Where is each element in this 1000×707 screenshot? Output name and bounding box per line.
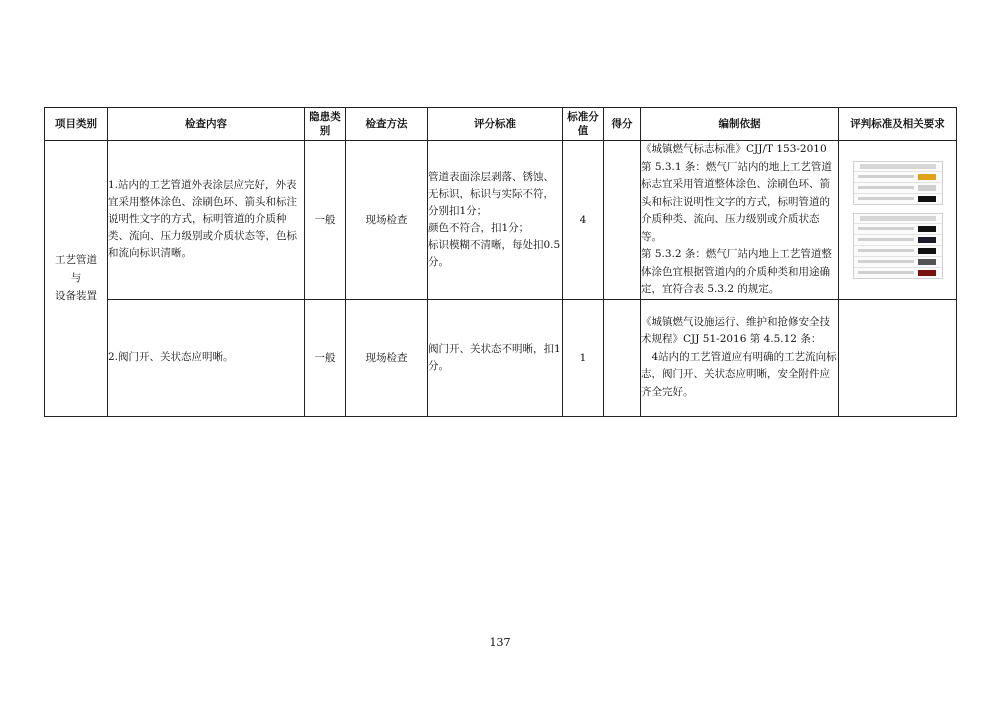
category-line: 工艺管道 bbox=[55, 254, 97, 267]
method-cell: 现场检查 bbox=[346, 141, 428, 300]
basis-cell bbox=[641, 299, 839, 416]
color-table-thumbnail bbox=[853, 213, 943, 279]
header-content: 检查内容 bbox=[108, 108, 305, 141]
criteria-cell: 管道表面涂层剥落、锈蚀、无标识，标识与实际不符，分别扣1分； 颜色不符合，扣1分； 标识模糊不清晰，每处扣0.5分。 bbox=[428, 141, 563, 300]
header-method: 检查方法 bbox=[346, 108, 428, 141]
basis-line: 4站内的工艺管道应有明确的工艺流向标志，阀门开、关状态应明晰，安全附件应齐全完好。 bbox=[641, 350, 837, 398]
thumbnail-caption bbox=[860, 216, 936, 221]
reference-thumbnails bbox=[839, 161, 956, 279]
inspection-table bbox=[44, 107, 957, 417]
darkred-swatch bbox=[918, 270, 936, 276]
table-row bbox=[45, 299, 957, 416]
category-cell bbox=[45, 141, 108, 417]
score-cell: 1 bbox=[563, 299, 604, 416]
score-cell: 4 bbox=[563, 141, 604, 300]
basis-line: 《城镇燃气标志标准》CJJ/T 153-2010 bbox=[641, 143, 827, 155]
thumbnail-caption bbox=[860, 164, 936, 169]
page-number: 137 bbox=[489, 636, 511, 649]
obtained-cell bbox=[604, 299, 641, 416]
basis-line: 第 5.3.1 条：燃气厂站内的地上工艺管道标志宜采用管道整体涂色、涂刷色环、箭头和标注说明性文字的方式，标明管道的介质种类、流向、压力级别或介质状态等。 bbox=[641, 160, 832, 243]
header-basis: 编制依据 bbox=[641, 108, 839, 141]
black-swatch bbox=[918, 226, 936, 232]
header-hazard: 隐患类别 bbox=[305, 108, 346, 141]
content-cell: 1.站内的工艺管道外表涂层应完好，外表宜采用整体涂色、涂刷色环、箭头和标注说明性文字的方式，标明管道的介质种类、流向、压力级别或介质状态等，色标和流向标识清晰。 bbox=[108, 141, 305, 300]
header-obtained: 得分 bbox=[604, 108, 641, 141]
black-swatch bbox=[918, 237, 936, 243]
basis-line: 《城镇燃气设施运行、维护和抢修安全技术规程》CJJ 51-2016 第 4.5.12 条： bbox=[641, 315, 830, 346]
black-swatch bbox=[918, 196, 936, 202]
content-cell: 2.阀门开、关状态应明晰。 bbox=[108, 299, 305, 416]
requirements-cell bbox=[839, 141, 957, 300]
table-header-row bbox=[45, 108, 957, 141]
criteria-cell: 阀门开、关状态不明晰，扣1分。 bbox=[428, 299, 563, 416]
basis-cell bbox=[641, 141, 839, 300]
category-line: 与 bbox=[70, 272, 82, 285]
requirements-cell bbox=[839, 299, 957, 416]
hazard-cell: 一般 bbox=[305, 299, 346, 416]
header-category: 项目类别 bbox=[45, 108, 108, 141]
method-cell: 现场检查 bbox=[346, 299, 428, 416]
header-criteria: 评分标准 bbox=[428, 108, 563, 141]
hazard-cell: 一般 bbox=[305, 141, 346, 300]
gray-swatch bbox=[918, 185, 936, 191]
obtained-cell bbox=[604, 141, 641, 300]
color-table-thumbnail bbox=[853, 161, 943, 205]
basis-line: 第 5.3.2 条：燃气厂站内地上工艺管道整体涂色宜根据管道内的介质种类和用途确定，宜符合表 5.3.2 的规定。 bbox=[641, 248, 832, 295]
black-swatch bbox=[918, 248, 936, 254]
gray-swatch bbox=[918, 259, 936, 265]
table-row bbox=[45, 141, 957, 300]
yellow-swatch bbox=[918, 174, 936, 180]
header-requirements: 评判标准及相关要求 bbox=[839, 108, 957, 141]
category-line: 设备装置 bbox=[55, 290, 97, 303]
header-score: 标准分值 bbox=[563, 108, 604, 141]
